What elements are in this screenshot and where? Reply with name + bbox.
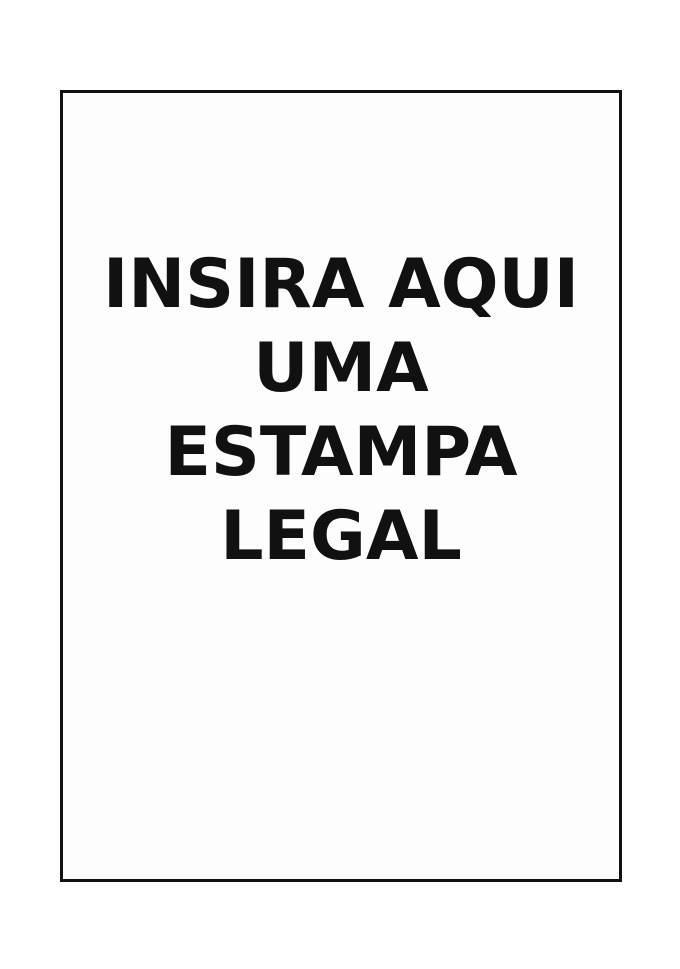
headline-line-1: INSIRA AQUI: [102, 245, 580, 324]
placeholder-headline: [63, 243, 619, 579]
headline-line-4: LEGAL: [220, 497, 462, 576]
headline-line-3: ESTAMPA: [164, 413, 518, 492]
headline-line-2: UMA: [253, 329, 429, 408]
print-placeholder-frame: [60, 90, 622, 882]
